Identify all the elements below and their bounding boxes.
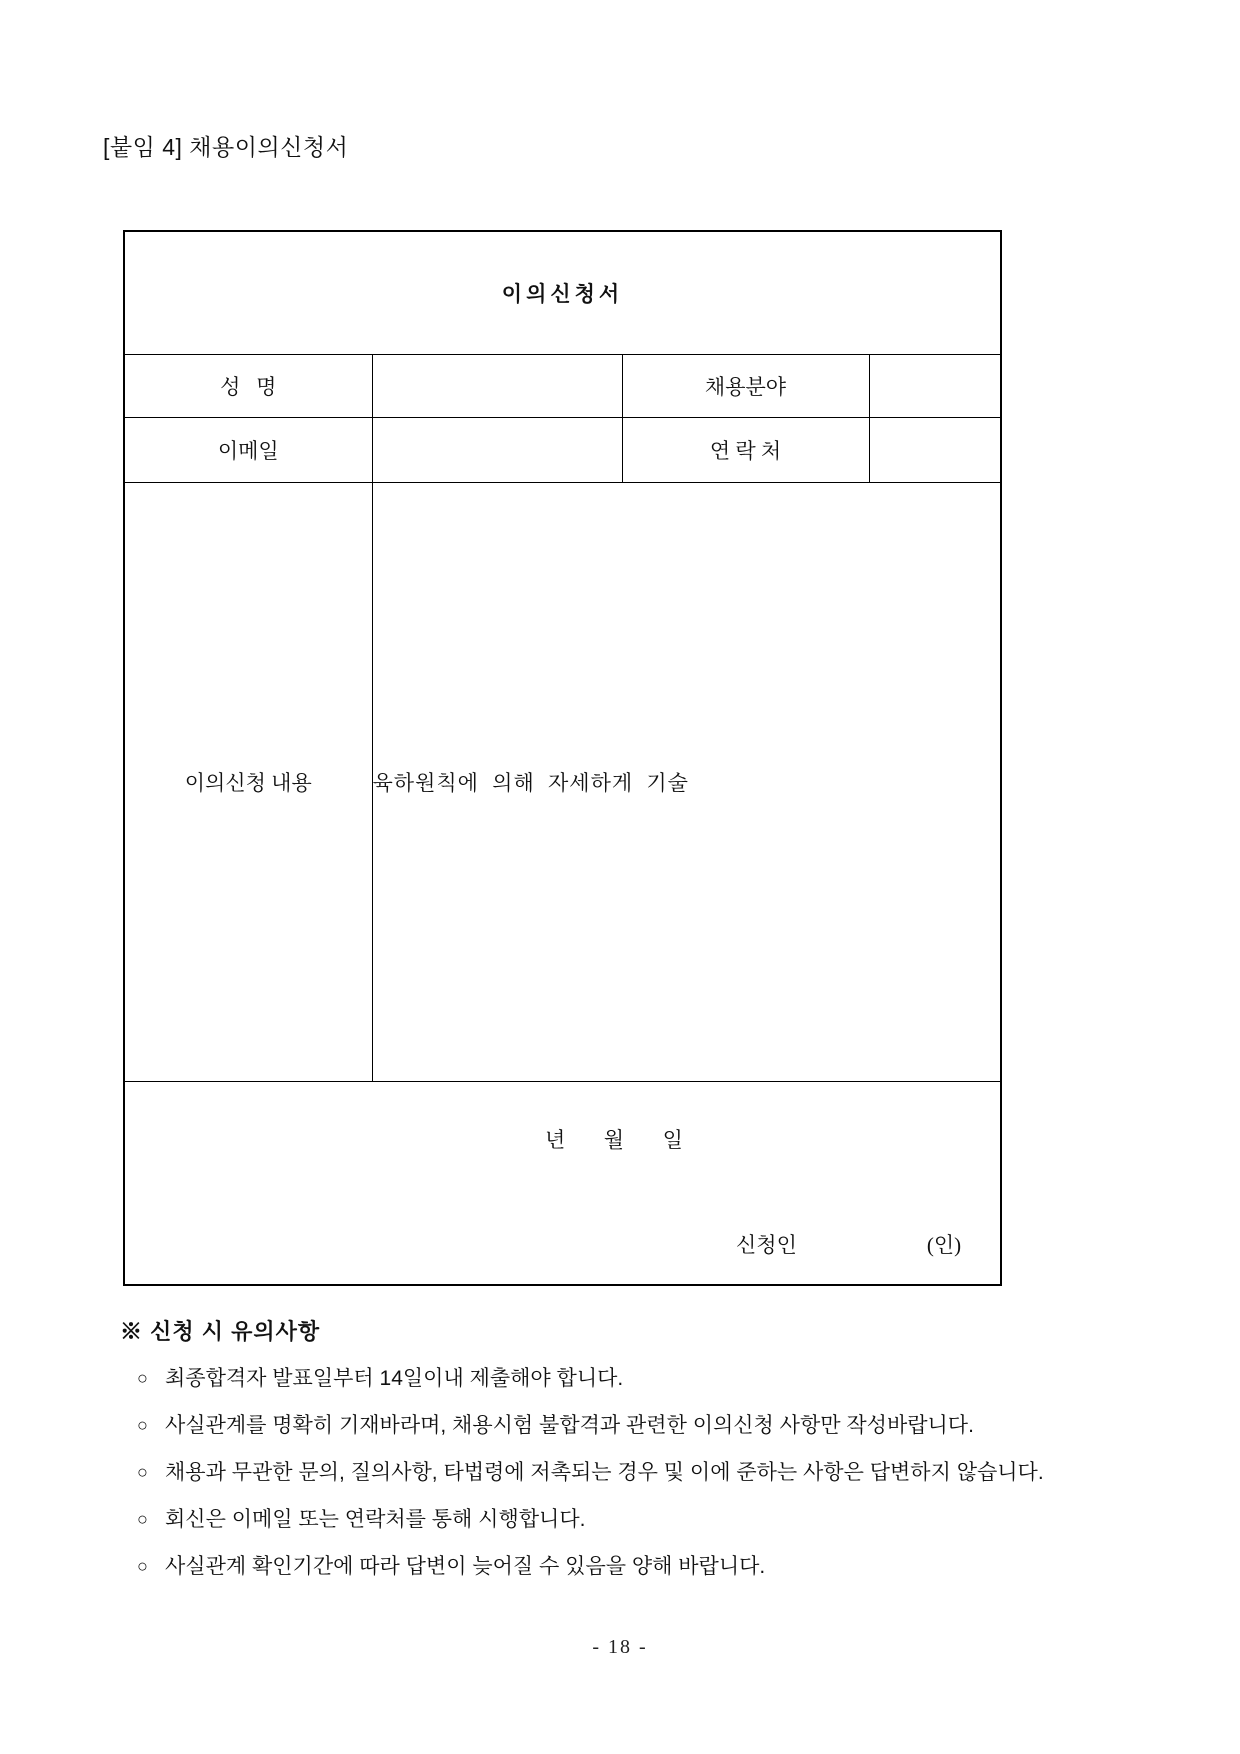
note-item <box>120 1449 1133 1496</box>
note-item <box>120 1402 1133 1449</box>
signature-cell <box>124 1082 1001 1286</box>
email-contact-row <box>124 418 1001 483</box>
recruit-field-label: 채용분야 <box>622 355 869 418</box>
notes-section <box>120 1308 1133 1590</box>
recruit-field-input-cell[interactable] <box>869 355 1001 418</box>
seal-placeholder: (인) <box>926 1233 962 1257</box>
objection-form-table <box>123 230 1002 1286</box>
note-text: 회신은 이메일 또는 연락처를 통해 시행합니다. <box>165 1508 586 1531</box>
circle-bullet-icon: ○ <box>137 1368 148 1388</box>
note-text: 사실관계를 명확히 기재바라며, 채용시험 불합격과 관련한 이의신청 사항만 작성바랍니다. <box>165 1414 974 1437</box>
note-text: 채용과 무관한 문의, 질의사항, 타법령에 저촉되는 경우 및 이에 준하는 사항은 답변하지 않습니다. <box>165 1461 1044 1484</box>
name-recruit-row <box>124 355 1001 418</box>
contact-input-cell[interactable] <box>869 418 1001 483</box>
applicant-line <box>125 1204 1000 1284</box>
name-input-cell[interactable] <box>372 355 622 418</box>
notes-list <box>120 1355 1133 1590</box>
objection-content-label: 이의신청 내용 <box>124 483 372 1082</box>
contact-label: 연 락 처 <box>622 418 869 483</box>
circle-bullet-icon: ○ <box>137 1556 148 1576</box>
signature-row <box>124 1082 1001 1286</box>
circle-bullet-icon: ○ <box>137 1462 148 1482</box>
objection-content-row <box>124 483 1001 1082</box>
note-item <box>120 1496 1133 1543</box>
notes-heading: ※ 신청 시 유의사항 <box>120 1319 321 1344</box>
applicant-label: 신청인 <box>736 1233 797 1257</box>
attachment-label: [붙임 4] 채용이의신청서 <box>103 134 349 160</box>
note-text: 최종합격자 발표일부터 14일이내 제출해야 합니다. <box>165 1367 624 1390</box>
note-item <box>120 1355 1133 1402</box>
form-title-row <box>124 231 1001 355</box>
circle-bullet-icon: ○ <box>137 1509 148 1529</box>
objection-content-input-cell[interactable] <box>372 483 1001 1082</box>
form-title: 이의신청서 <box>124 231 1001 355</box>
note-item <box>120 1543 1133 1590</box>
email-input-cell[interactable] <box>372 418 622 483</box>
date-line: 년 월 일 <box>545 1128 684 1152</box>
email-label: 이메일 <box>124 418 372 483</box>
objection-content-placeholder-text: 육하원칙에 의해 자세하게 기술 <box>372 771 689 795</box>
name-label: 성 명 <box>124 355 372 418</box>
circle-bullet-icon: ○ <box>137 1415 148 1435</box>
page-number: - 18 - <box>592 1636 648 1658</box>
note-text: 사실관계 확인기간에 따라 답변이 늦어질 수 있음을 양해 바랍니다. <box>165 1555 766 1578</box>
